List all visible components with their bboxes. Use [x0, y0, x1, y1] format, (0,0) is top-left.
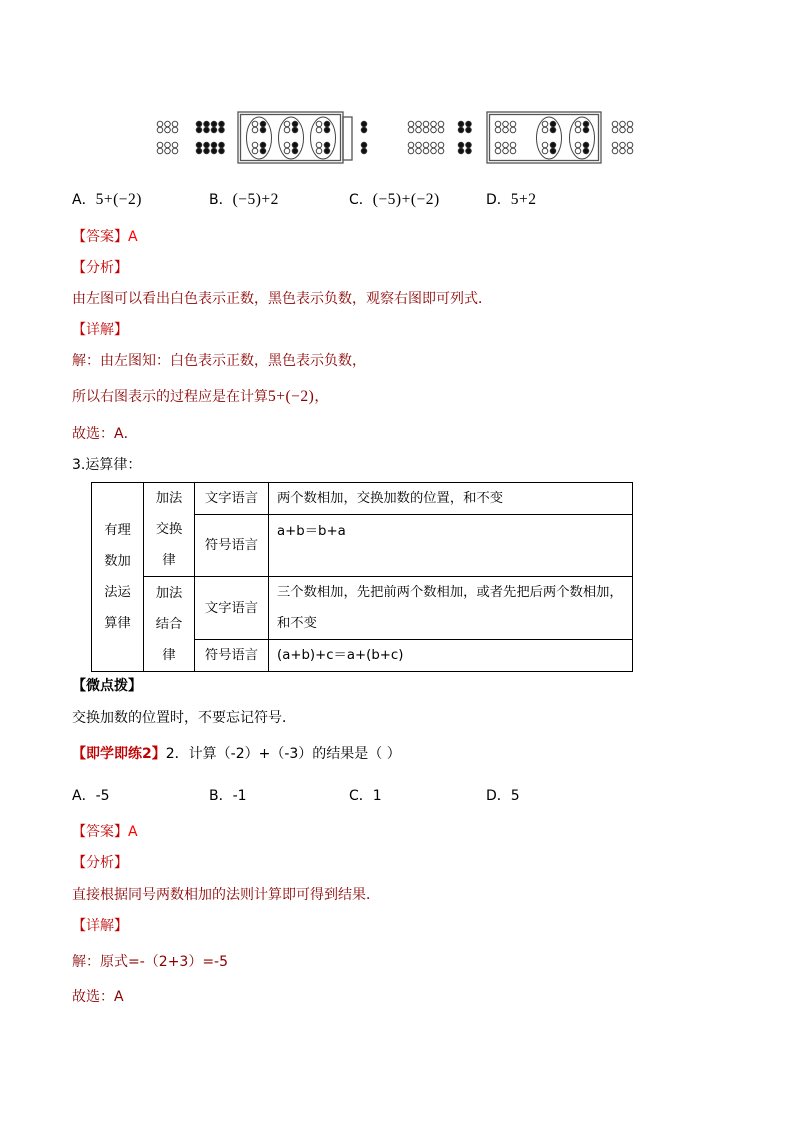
black-chip: [211, 148, 217, 154]
white-chip: [423, 121, 429, 127]
black-chip: [550, 121, 556, 127]
black-chip: [211, 121, 217, 127]
white-chip: [157, 121, 163, 127]
white-chip: [252, 148, 258, 154]
option-letter: B．: [209, 788, 233, 804]
black-chip: [196, 121, 202, 127]
white-chip: [438, 127, 444, 133]
white-chip: [431, 142, 437, 148]
tip-label: 【微点拨】: [72, 678, 142, 694]
pair-oval: [279, 117, 304, 159]
white-chip: [423, 127, 429, 133]
black-chip: [196, 127, 202, 133]
white-chip: [165, 142, 171, 148]
law-name-cell: [144, 577, 195, 672]
white-chip: [627, 127, 633, 133]
black-chip: [260, 127, 266, 133]
white-chip: [620, 148, 626, 154]
black-chip: [324, 148, 330, 154]
white-chip: [416, 121, 422, 127]
black-chip: [260, 148, 266, 154]
white-chip: [612, 148, 618, 154]
black-chip: [466, 148, 472, 154]
black-chip: [583, 127, 589, 133]
white-chip: [495, 121, 501, 127]
symbol-formula-cell: a+b＝b+a: [269, 515, 633, 577]
white-chip: [575, 148, 581, 154]
black-chip: [292, 127, 298, 133]
white-chip: [316, 127, 322, 133]
black-chip: [219, 148, 225, 154]
black-chip: [458, 121, 464, 127]
option-value: -5: [95, 788, 110, 804]
white-chip: [503, 121, 509, 127]
white-chip: [503, 127, 509, 133]
white-chip: [252, 142, 258, 148]
black-chip: [219, 127, 225, 133]
q2-option-d: [486, 786, 520, 806]
black-chip: [550, 127, 556, 133]
chip-box: [487, 112, 601, 163]
white-chip: [510, 127, 516, 133]
q1-detail-label: 【详解】: [72, 322, 128, 338]
white-chip: [542, 142, 548, 148]
detail-punctuation: ，: [314, 389, 329, 405]
black-chip: [458, 142, 464, 148]
black-chip: [361, 142, 367, 148]
q1-answer: [72, 227, 138, 247]
q2-option-a: [72, 786, 110, 806]
option-expression: 5+2: [510, 191, 537, 208]
black-chip: [583, 121, 589, 127]
option-letter: C．: [349, 788, 373, 804]
black-chip: [466, 121, 472, 127]
q2-analysis-text: 直接根据同号两数相加的法则计算即可得到结果．: [72, 887, 380, 903]
black-chip: [292, 142, 298, 148]
black-chip: [324, 127, 330, 133]
white-chip: [620, 121, 626, 127]
white-chip: [408, 148, 414, 154]
counter-chip-figure: [0, 0, 794, 180]
white-chip: [172, 121, 178, 127]
white-chip: [408, 127, 414, 133]
white-chip: [542, 127, 548, 133]
option-letter: B．: [209, 192, 233, 208]
white-chip: [620, 142, 626, 148]
white-chip: [416, 148, 422, 154]
black-chip: [458, 148, 464, 154]
white-chip: [316, 121, 322, 127]
white-chip: [510, 142, 516, 148]
black-chip: [204, 121, 210, 127]
white-chip: [627, 148, 633, 154]
black-chip: [550, 148, 556, 154]
black-chip: [196, 148, 202, 154]
law-name: 加法结合律: [155, 585, 183, 663]
practice-label: 【即学即练2】: [72, 746, 166, 762]
black-chip: [292, 121, 298, 127]
q2-option-b: [209, 786, 247, 806]
q1-option-c: [349, 190, 440, 210]
option-expression: 5+(−2): [95, 191, 142, 208]
white-chip: [612, 121, 618, 127]
black-chip: [204, 142, 210, 148]
chip-box: [343, 117, 352, 160]
option-expression: (−5)+2: [232, 191, 279, 208]
white-chip: [510, 148, 516, 154]
pair-oval: [247, 117, 272, 159]
law-name: 加法交换律: [155, 491, 183, 568]
q1-option-d: [486, 190, 537, 210]
option-expression: (−5)+(−2): [372, 191, 440, 208]
white-chip: [284, 142, 290, 148]
white-chip: [157, 127, 163, 133]
q2-detail-line-2: 故选：A: [72, 989, 124, 1005]
white-chip: [416, 127, 422, 133]
black-chip: [583, 148, 589, 154]
white-chip: [431, 148, 437, 154]
white-chip: [172, 127, 178, 133]
white-chip: [284, 127, 290, 133]
word-label-cell: 文字语言: [195, 577, 269, 640]
white-chip: [252, 121, 258, 127]
black-chip: [361, 148, 367, 154]
white-chip: [165, 127, 171, 133]
q2-detail-label: 【详解】: [72, 918, 128, 934]
black-chip: [324, 142, 330, 148]
q1-detail-line-1: 解：由左图知：白色表示正数，黑色表示负数，: [72, 353, 366, 369]
black-chip: [550, 142, 556, 148]
chip-box: [238, 112, 343, 163]
black-chip: [324, 121, 330, 127]
white-chip: [627, 121, 633, 127]
option-letter: A．: [72, 192, 96, 208]
white-chip: [408, 142, 414, 148]
white-chip: [165, 121, 171, 127]
white-chip: [431, 121, 437, 127]
white-chip: [284, 121, 290, 127]
white-chip: [423, 148, 429, 154]
white-chip: [575, 121, 581, 127]
white-chip: [431, 127, 437, 133]
white-chip: [612, 127, 618, 133]
white-chip: [612, 142, 618, 148]
black-chip: [466, 127, 472, 133]
black-chip: [211, 142, 217, 148]
black-chip: [260, 121, 266, 127]
q2-answer: [72, 822, 138, 842]
white-chip: [510, 121, 516, 127]
word-description-cell: 三个数相加，先把前两个数相加，或者先把后两个数相加，和不变: [269, 577, 633, 640]
white-chip: [408, 121, 414, 127]
section-title: 3.运算律：: [72, 457, 142, 473]
tip-text: 交换加数的位置时，不要忘记符号．: [72, 710, 296, 726]
detail-expression: 5+(−2): [268, 388, 315, 405]
black-chip: [219, 142, 225, 148]
white-chip: [575, 127, 581, 133]
table-row: [92, 483, 633, 515]
black-chip: [361, 121, 367, 127]
white-chip: [620, 127, 626, 133]
white-chip: [542, 121, 548, 127]
q1-detail-line-3: 故选：A．: [72, 426, 138, 442]
symbol-label-cell: 符号语言: [195, 640, 269, 672]
answer-value: A: [128, 229, 138, 245]
option-letter: A．: [72, 788, 96, 804]
white-chip: [172, 148, 178, 154]
symbol-label-cell: 符号语言: [195, 515, 269, 577]
q2-question: [72, 744, 401, 764]
black-chip: [260, 142, 266, 148]
option-letter: D．: [486, 788, 511, 804]
black-chip: [204, 127, 210, 133]
category-cell: [92, 483, 144, 672]
black-chip: [204, 148, 210, 154]
option-value: 5: [510, 788, 520, 804]
symbol-formula-cell: (a+b)+c＝a+(b+c): [269, 640, 633, 672]
q2-analysis-label: 【分析】: [72, 855, 128, 871]
black-chip: [196, 142, 202, 148]
q1-detail-line-2: [72, 387, 328, 407]
white-chip: [172, 142, 178, 148]
white-chip: [284, 148, 290, 154]
q2-option-c: [349, 786, 382, 806]
table-row: [92, 577, 633, 640]
white-chip: [157, 142, 163, 148]
option-letter: C．: [349, 192, 373, 208]
law-name-cell: [144, 483, 195, 577]
q1-analysis-label: 【分析】: [72, 260, 128, 276]
pair-oval: [311, 117, 336, 159]
white-chip: [627, 142, 633, 148]
black-chip: [361, 127, 367, 133]
white-chip: [416, 142, 422, 148]
pair-oval: [537, 117, 562, 159]
black-chip: [292, 148, 298, 154]
pair-oval: [570, 117, 595, 159]
white-chip: [495, 127, 501, 133]
black-chip: [458, 127, 464, 133]
white-chip: [423, 142, 429, 148]
white-chip: [438, 142, 444, 148]
option-letter: D．: [486, 192, 511, 208]
white-chip: [438, 148, 444, 154]
answer-label: 【答案】: [72, 824, 128, 840]
option-value: 1: [372, 788, 382, 804]
q1-analysis-text: 由左图可以看出白色表示正数，黑色表示负数，观察右图即可列式．: [72, 291, 492, 307]
q1-option-a: [72, 190, 142, 210]
word-label-cell: 文字语言: [195, 483, 269, 515]
white-chip: [316, 148, 322, 154]
white-chip: [503, 148, 509, 154]
white-chip: [438, 121, 444, 127]
white-chip: [575, 142, 581, 148]
white-chip: [503, 142, 509, 148]
black-chip: [583, 142, 589, 148]
answer-value: A: [128, 824, 138, 840]
white-chip: [495, 142, 501, 148]
black-chip: [219, 121, 225, 127]
option-value: -1: [232, 788, 247, 804]
black-chip: [466, 142, 472, 148]
white-chip: [157, 148, 163, 154]
black-chip: [211, 127, 217, 133]
question-text: 2．计算（-2）+（-3）的结果是（ ）: [165, 746, 401, 762]
addition-laws-table: [91, 482, 633, 672]
category-text: 有理数加法运算律: [104, 523, 131, 631]
q1-option-b: [209, 190, 279, 210]
white-chip: [542, 148, 548, 154]
white-chip: [252, 127, 258, 133]
white-chip: [165, 148, 171, 154]
white-chip: [495, 148, 501, 154]
detail-text: 所以右图表示的过程应是在计算: [72, 389, 268, 405]
answer-label: 【答案】: [72, 229, 128, 245]
word-description-cell: 两个数相加，交换加数的位置，和不变: [269, 483, 633, 515]
white-chip: [316, 142, 322, 148]
q2-detail-line-1: 解：原式=-（2+3）=-5: [72, 954, 229, 970]
